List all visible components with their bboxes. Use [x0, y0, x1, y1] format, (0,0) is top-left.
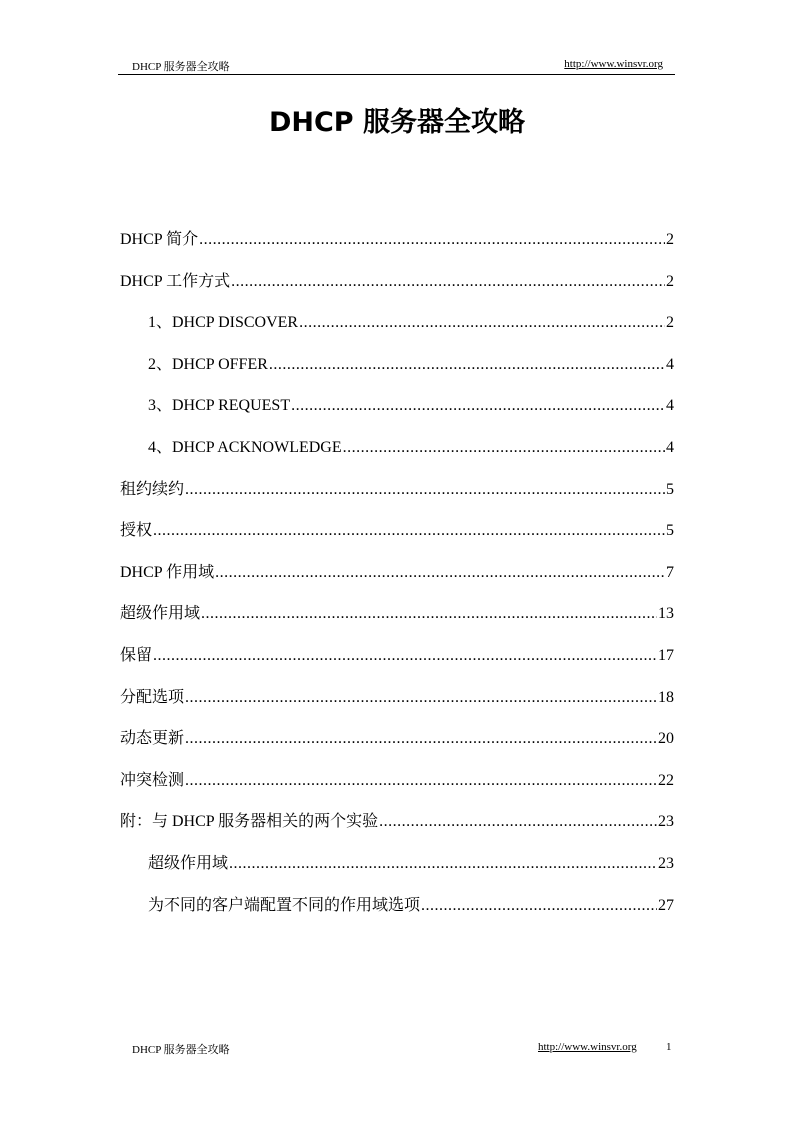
page-number: 1: [666, 1041, 672, 1053]
header-link[interactable]: http://www.winsvr.org: [564, 58, 663, 70]
toc-entry[interactable]: [120, 850, 674, 892]
toc-page-number: 23: [658, 854, 674, 872]
toc-entry-title: 1、DHCP DISCOVER: [148, 314, 299, 332]
footer-link[interactable]: http://www.winsvr.org: [538, 1041, 637, 1053]
toc-entry[interactable]: [120, 476, 674, 518]
toc-page-number: 22: [658, 771, 674, 789]
toc-dot-leader: [421, 897, 657, 915]
toc-page-number: 23: [658, 813, 674, 831]
toc-page-number: 4: [666, 438, 674, 456]
toc-page-number: 7: [666, 563, 674, 581]
toc-page-number: 2: [666, 314, 674, 332]
toc-entry-title: 2、DHCP OFFER: [148, 355, 268, 373]
toc-dot-leader: [199, 231, 665, 249]
toc-page-number: 13: [658, 605, 674, 623]
toc-entry[interactable]: [120, 434, 674, 476]
toc-entry[interactable]: [120, 392, 674, 434]
toc-entry-title: DHCP 作用域: [120, 563, 215, 581]
toc-entry[interactable]: [120, 351, 674, 393]
toc-entry[interactable]: [120, 268, 674, 310]
toc-dot-leader: [291, 397, 665, 415]
header-title: DHCP 服务器全攻略: [132, 61, 230, 73]
toc-dot-leader: [343, 439, 665, 457]
toc-entry-title: 为不同的客户端配置不同的作用域选项: [148, 896, 421, 914]
toc-entry-title: 超级作用域: [148, 854, 229, 872]
toc-dot-leader: [185, 772, 657, 790]
page-header: [118, 56, 675, 75]
toc-entry[interactable]: [120, 725, 674, 767]
toc-dot-leader: [185, 689, 657, 707]
toc-entry-title: 保留: [120, 646, 153, 664]
toc-dot-leader: [229, 855, 657, 873]
toc-dot-leader: [379, 813, 657, 831]
toc-entry-title: 动态更新: [120, 730, 185, 748]
toc-page-number: 20: [658, 730, 674, 748]
toc-entry-title: 4、DHCP ACKNOWLEDGE: [148, 438, 342, 456]
toc-page-number: 4: [666, 355, 674, 373]
toc-dot-leader: [201, 605, 657, 623]
toc-entry-title: 超级作用域: [120, 605, 201, 623]
toc-entry[interactable]: [120, 892, 674, 934]
toc-entry-title: DHCP 简介: [120, 231, 199, 248]
toc-page-number: 27: [658, 896, 674, 914]
toc-page-number: 5: [666, 480, 674, 498]
toc-entry[interactable]: [120, 600, 674, 642]
toc-entry[interactable]: [120, 642, 674, 684]
toc-dot-leader: [153, 522, 665, 540]
toc-entry-title: 3、DHCP REQUEST: [148, 397, 291, 415]
toc-entry[interactable]: [120, 559, 674, 601]
toc-dot-leader: [269, 356, 665, 374]
toc-entry[interactable]: [120, 309, 674, 351]
toc-entry-title: DHCP 工作方式: [120, 272, 231, 290]
toc-page-number: 17: [658, 646, 674, 664]
toc-page-number: 18: [658, 688, 674, 706]
toc-dot-leader: [153, 647, 657, 665]
toc-entry[interactable]: [120, 517, 674, 559]
toc-page-number: 5: [666, 522, 674, 540]
toc-entry-title: 租约续约: [120, 480, 185, 498]
toc-entry-title: 授权: [120, 522, 153, 540]
toc-page-number: 2: [666, 272, 674, 290]
table-of-contents: [120, 226, 674, 933]
document-title: DHCP 服务器全攻略: [268, 107, 525, 138]
toc-entry[interactable]: [120, 226, 674, 268]
toc-dot-leader: [185, 481, 665, 499]
footer-title: DHCP 服务器全攻略: [132, 1044, 230, 1056]
toc-dot-leader: [215, 564, 665, 582]
toc-dot-leader: [299, 314, 665, 332]
toc-page-number: 4: [666, 397, 674, 415]
toc-entry[interactable]: [120, 767, 674, 809]
toc-entry-title: 附：与 DHCP 服务器相关的两个实验: [120, 813, 379, 831]
toc-dot-leader: [231, 273, 665, 291]
toc-entry[interactable]: [120, 684, 674, 726]
toc-dot-leader: [185, 730, 657, 748]
toc-entry-title: 分配选项: [120, 688, 185, 706]
toc-entry-title: 冲突检测: [120, 771, 185, 789]
toc-page-number: 2: [666, 231, 674, 248]
toc-entry[interactable]: [120, 808, 674, 850]
